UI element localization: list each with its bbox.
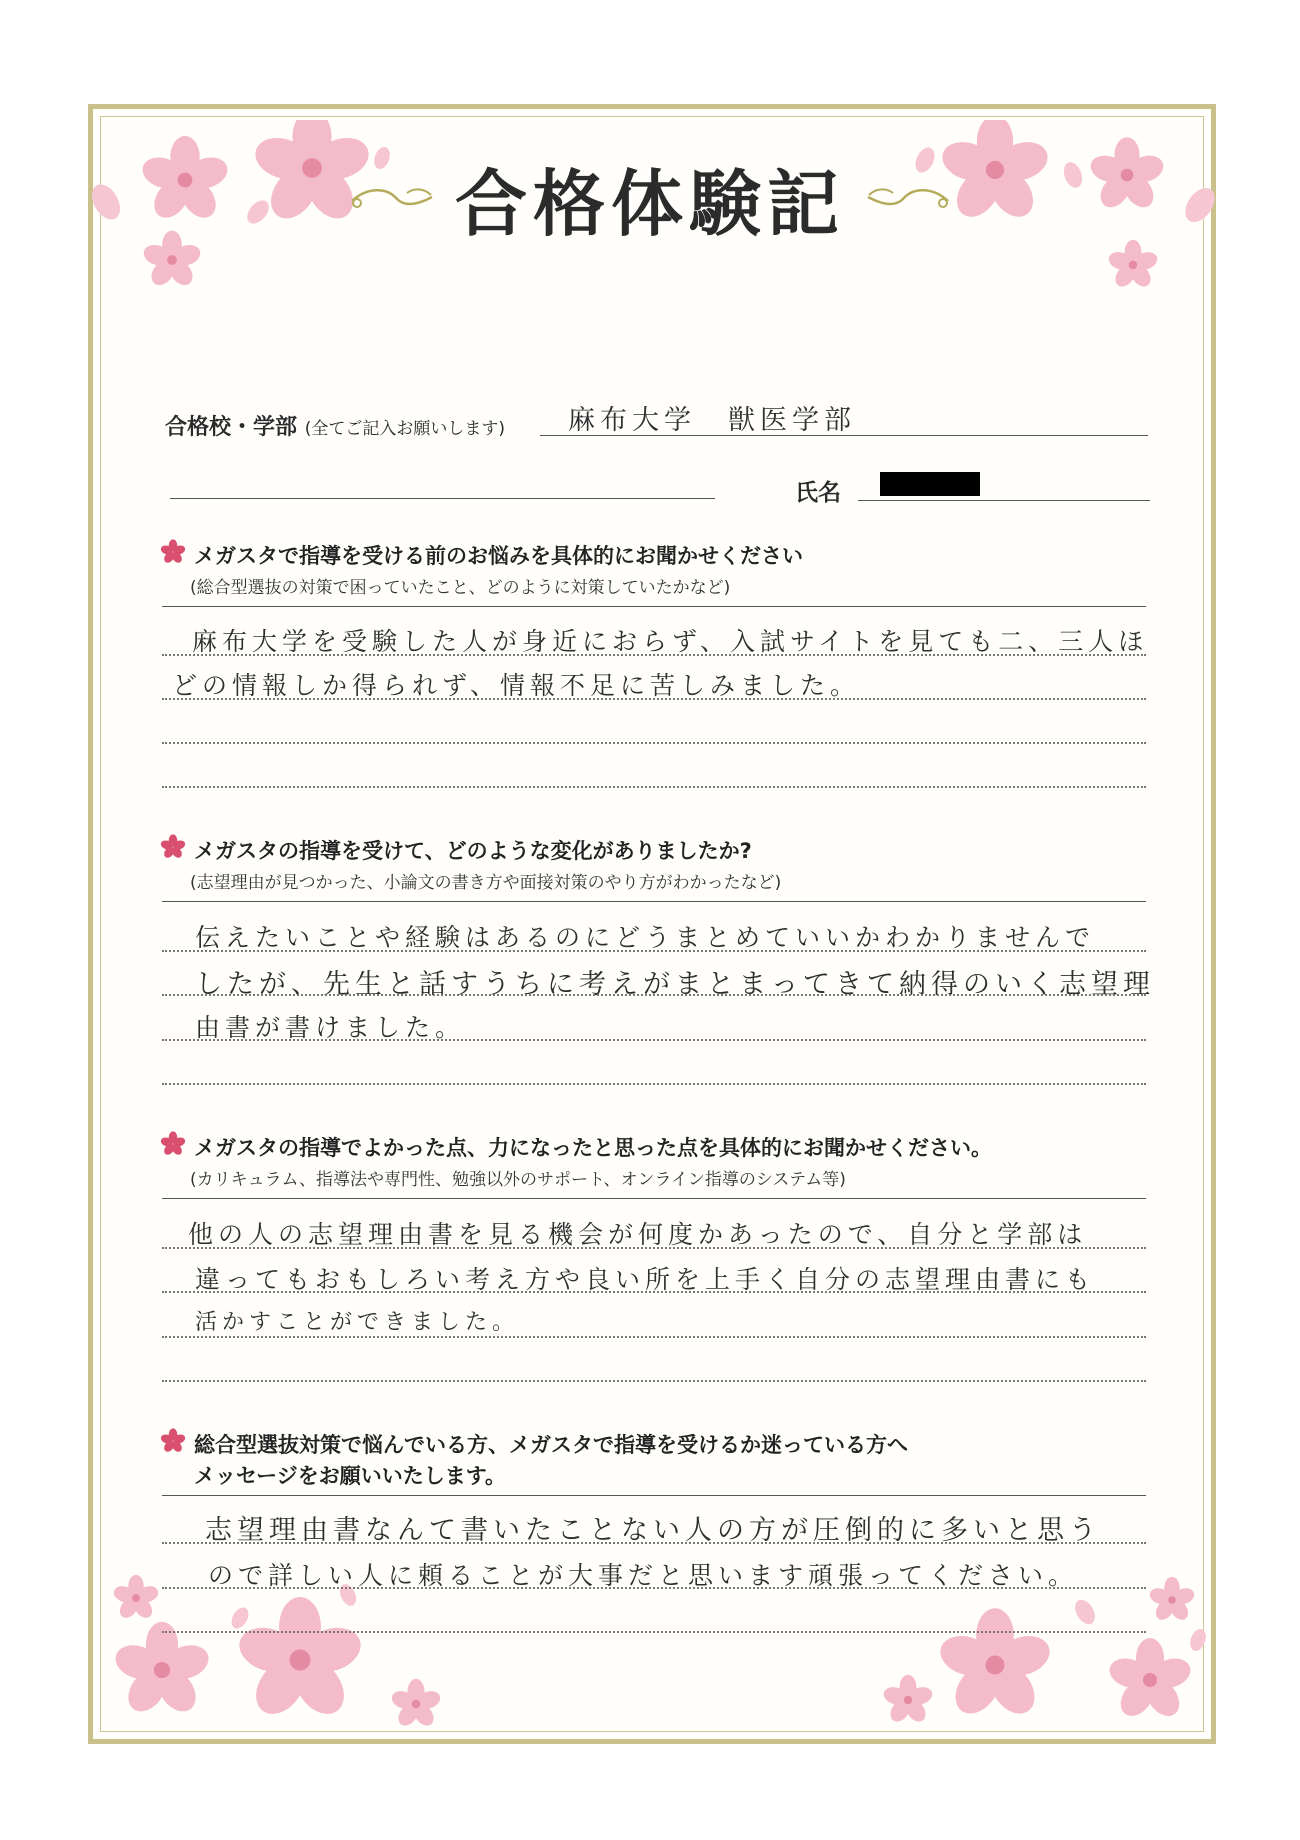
answer-line — [162, 654, 1146, 656]
title-area — [0, 148, 1300, 248]
question-3-subtitle: (カリキュラム、指導法や専門性、勉強以外のサポート、オンライン指導のシステム等) — [190, 1170, 846, 1190]
question-3-title: メガスタの指導でよかった点、力になったと思った点を具体的にお聞かせください。 — [194, 1136, 992, 1160]
question-1-title: メガスタで指導を受ける前のお悩みを具体的にお聞かせください — [194, 544, 803, 568]
name-redaction — [880, 472, 980, 496]
answer-1-line-2: どの情報しか得られず、情報不足に苦しみました。 — [172, 671, 861, 700]
answer-2-line-1: 伝えたいことや経験はあるのにどうまとめていいかわかりませんで — [195, 923, 1096, 952]
answer-line — [162, 786, 1146, 788]
answer-line — [162, 742, 1146, 744]
school-note: (全てご記入お願いします) — [304, 419, 505, 439]
answer-line — [162, 1631, 1146, 1633]
answer-2-line-2: したが、先生と話すうちに考えがまとまってきて納得のいく志望理 — [195, 969, 1155, 1000]
question-1-subtitle: (総合型選抜の対策で困っていたこと、どのように対策していたかなど) — [190, 578, 731, 598]
question-1-rule — [162, 606, 1146, 607]
name-underline — [858, 500, 1150, 501]
question-2-rule — [162, 901, 1146, 902]
question-2-title: メガスタの指導を受けて、どのような変化がありましたか? — [194, 839, 752, 863]
school-second-line — [170, 498, 715, 499]
school-underline — [540, 435, 1148, 436]
answer-2-line-3: 由書が書けました。 — [195, 1013, 466, 1042]
answer-4-line-1: 志望理由書なんて書いたことない人の方が圧倒的に多いと思う — [205, 1515, 1101, 1546]
name-label: 氏名 — [795, 480, 841, 506]
sakura-icon — [160, 1131, 186, 1157]
answer-line — [162, 950, 1146, 952]
answer-line — [162, 1336, 1146, 1338]
answer-line — [162, 1039, 1146, 1041]
question-4-title-line-2: メッセージをお願いいたします。 — [194, 1464, 507, 1488]
school-label: 合格校・学部 — [165, 415, 298, 440]
answer-3-line-3: 活かすことができました。 — [195, 1310, 520, 1335]
answer-3-line-1: 他の人の志望理由書を見る機会が何度かあったので、自分と学部は — [188, 1220, 1088, 1249]
question-4-rule — [162, 1495, 1146, 1496]
page-title: 合格体験記 — [454, 162, 845, 246]
question-3-rule — [162, 1198, 1146, 1199]
question-4-title: 総合型選抜対策で悩んでいる方、メガスタで指導を受けるか迷っている方へ — [194, 1433, 908, 1457]
answer-line — [162, 1587, 1146, 1589]
answer-line — [162, 1542, 1146, 1544]
school-value: 麻布大学 獣医学部 — [568, 405, 856, 436]
flourish-icon — [347, 183, 437, 213]
answer-1-line-1: 麻布大学を受験した人が身近におらず、入試サイトを見ても二、三人ほ — [192, 627, 1149, 656]
flourish-icon — [863, 183, 953, 213]
answer-line — [162, 698, 1146, 700]
answer-line — [162, 1083, 1146, 1085]
answer-line — [162, 1291, 1146, 1293]
answer-line — [162, 1247, 1146, 1249]
answer-4-line-2: ので詳しい人に頼ることが大事だと思います頑張ってください。 — [208, 1561, 1079, 1590]
answer-line — [162, 1380, 1146, 1382]
answer-3-line-2: 違ってもおもしろい考え方や良い所を上手く自分の志望理由書にも — [195, 1265, 1096, 1294]
answer-line — [162, 994, 1146, 996]
sakura-icon — [160, 834, 186, 860]
school-label-row — [165, 410, 505, 441]
sakura-icon — [160, 539, 186, 565]
question-2-subtitle: (志望理由が見つかった、小論文の書き方や面接対策のやり方がわかったなど) — [190, 873, 782, 893]
sakura-icon — [160, 1428, 186, 1454]
